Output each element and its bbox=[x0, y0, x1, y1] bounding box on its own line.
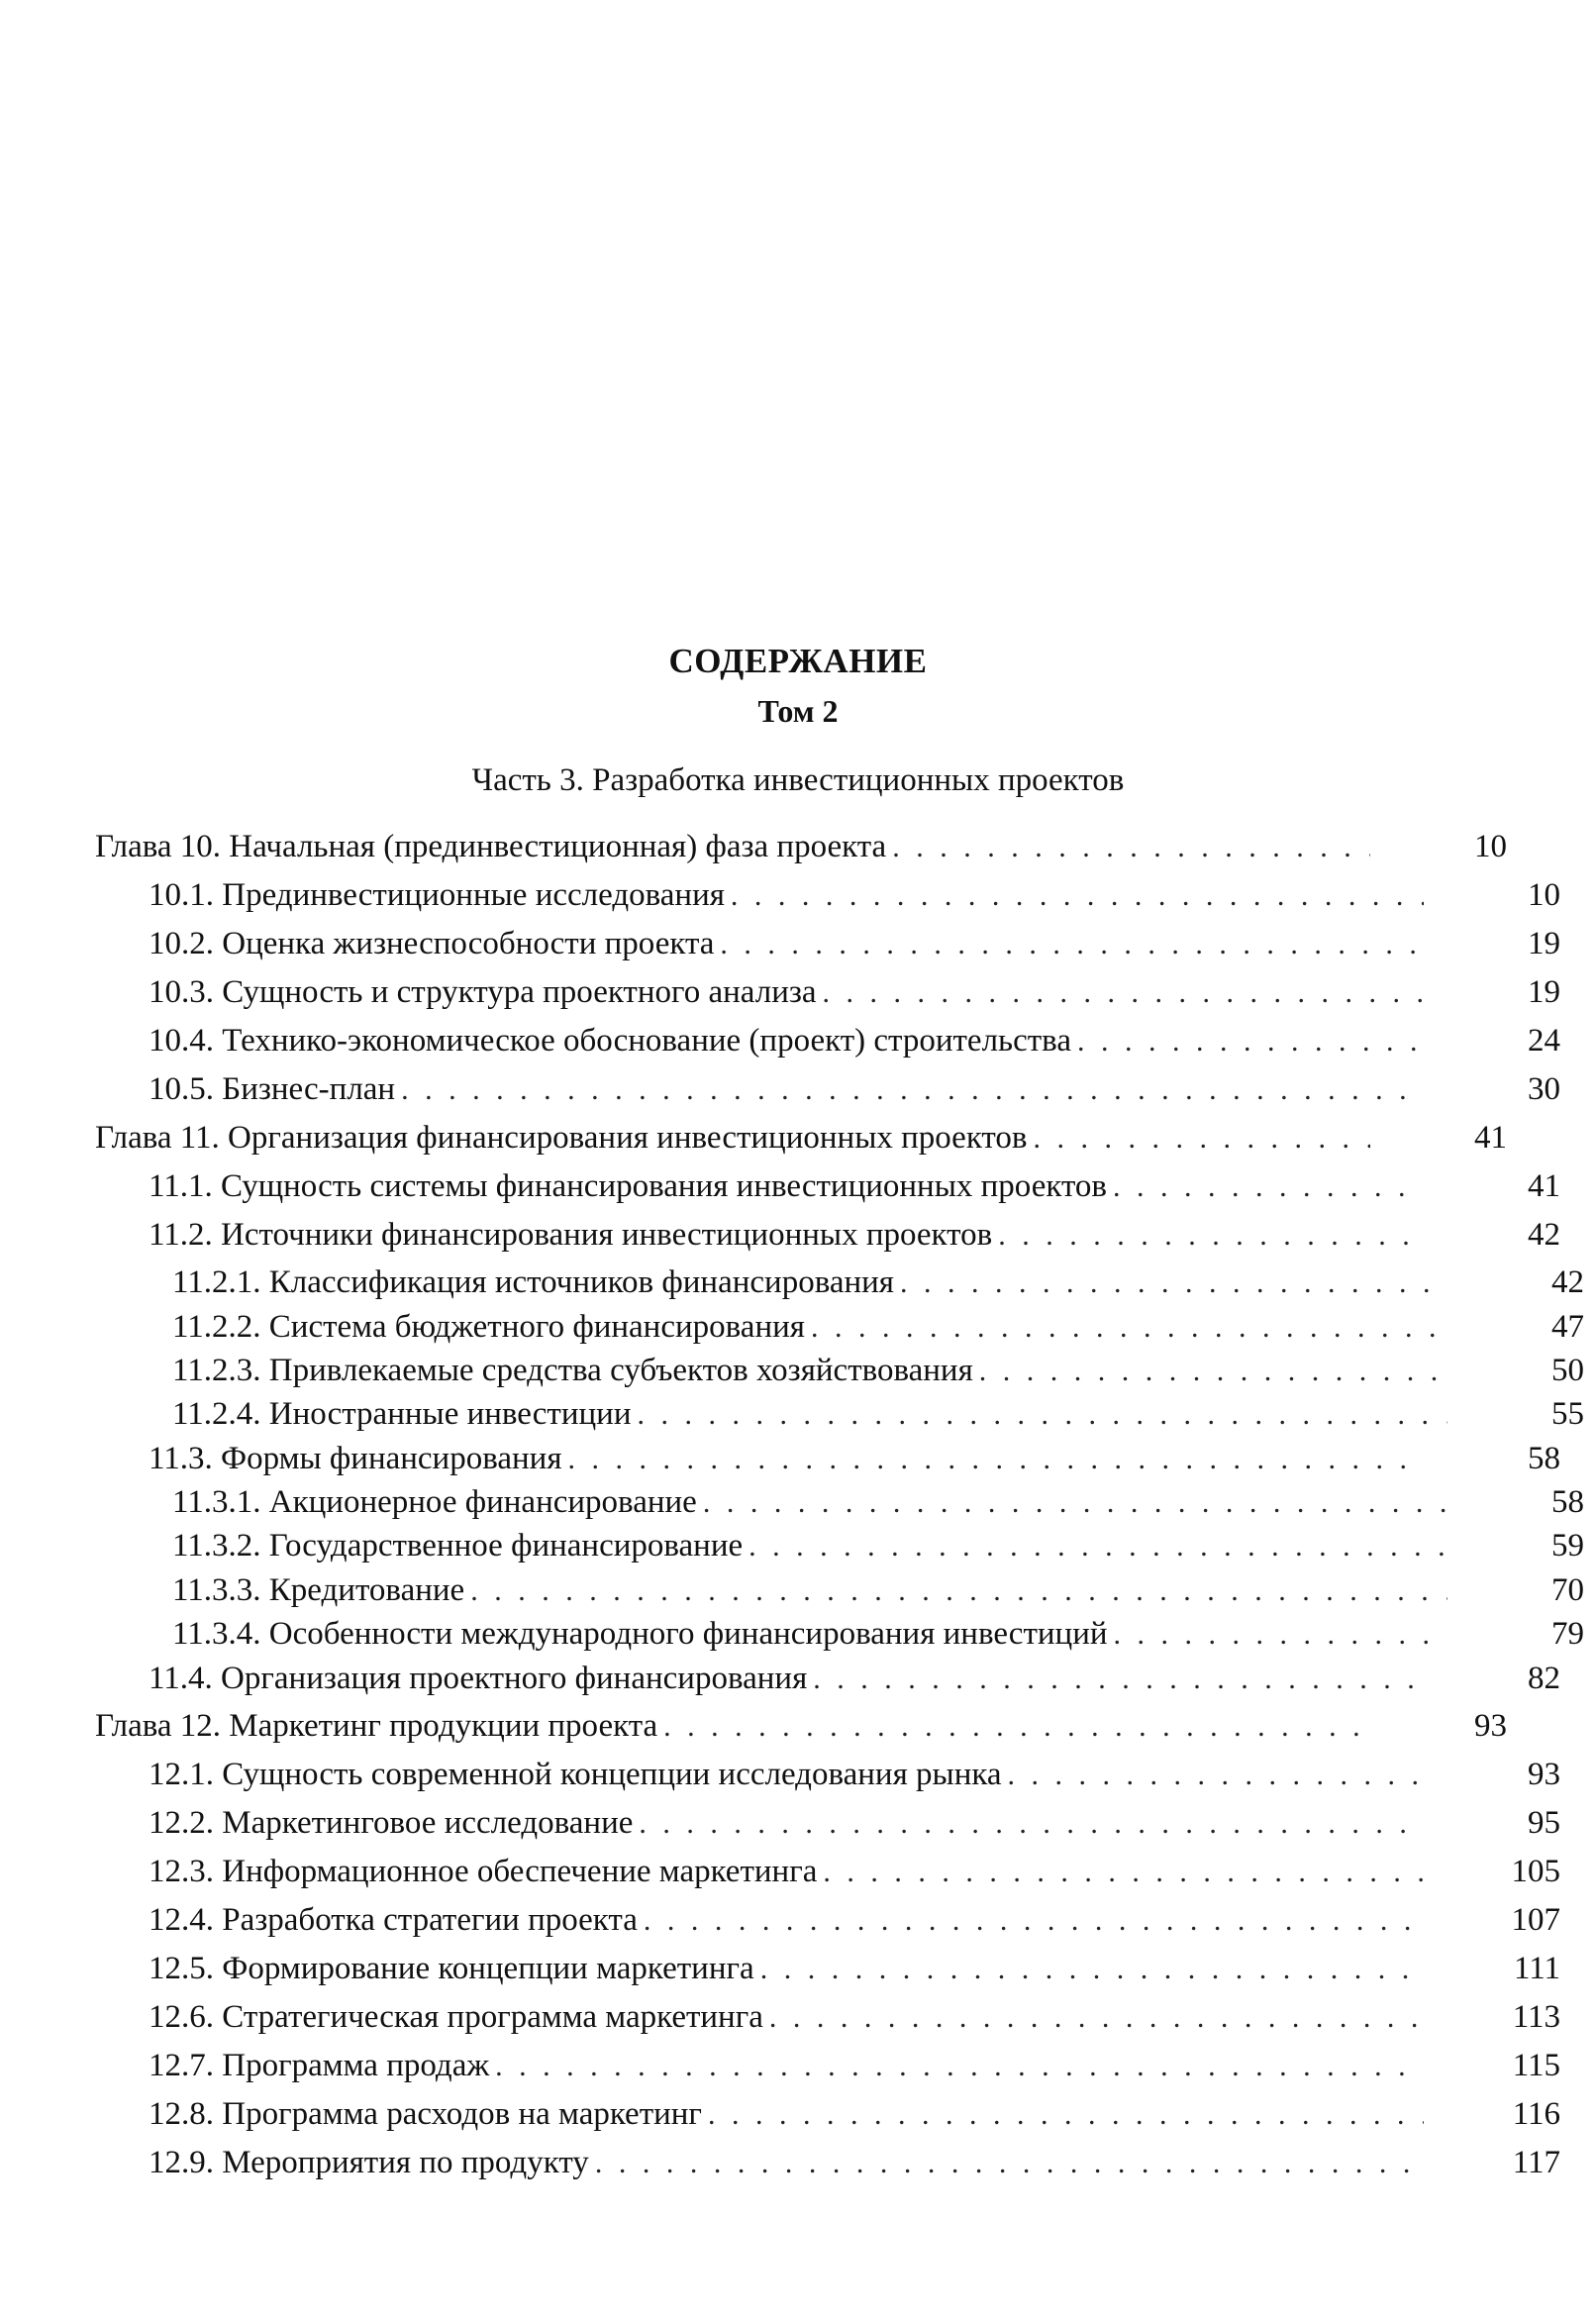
toc-entry[interactable] bbox=[95, 1616, 1584, 1660]
dot-leader bbox=[823, 976, 1424, 1010]
dot-leader bbox=[703, 1486, 1447, 1520]
toc-entry-title: 12.4. Разработка стратегии проекта bbox=[149, 1902, 638, 1938]
toc-page-number: 55 bbox=[1551, 1396, 1584, 1432]
toc-entry-title: 12.2. Маркетинговое исследование bbox=[149, 1805, 634, 1841]
toc-page-number: 24 bbox=[1528, 1023, 1560, 1059]
toc-entry[interactable] bbox=[95, 1661, 1560, 1704]
toc-entry[interactable] bbox=[95, 926, 1560, 969]
toc-page-number: 117 bbox=[1512, 2145, 1560, 2180]
page-title: СОДЕРЖАНИЕ bbox=[668, 642, 928, 680]
dot-leader bbox=[811, 1311, 1447, 1345]
toc-entry[interactable] bbox=[95, 2048, 1560, 2091]
dot-leader bbox=[731, 879, 1424, 913]
toc-entry-title: 11.3.3. Кредитование bbox=[172, 1572, 465, 1608]
toc-entry[interactable] bbox=[95, 1528, 1584, 1571]
toc-entry-title: 12.1. Сущность современной концепции исследования рынка bbox=[149, 1757, 1002, 1792]
dot-leader bbox=[495, 2050, 1424, 2083]
dot-leader bbox=[663, 1710, 1370, 1744]
toc-entry-title: 11.4. Организация проектного финансирования bbox=[149, 1661, 808, 1696]
toc-page-number: 47 bbox=[1551, 1309, 1584, 1345]
dot-leader bbox=[900, 1266, 1447, 1300]
toc-entry[interactable] bbox=[95, 1999, 1560, 2043]
toc-entry-title: 12.9. Мероприятия по продукту bbox=[149, 2145, 589, 2180]
dot-leader bbox=[708, 2098, 1424, 2132]
part-heading: Часть 3. Разработка инвестиционных проектов bbox=[471, 762, 1125, 798]
toc-entry-title: 10.5. Бизнес-план bbox=[149, 1071, 396, 1107]
toc-entry-title: 11.3.1. Акционерное финансирование bbox=[172, 1484, 697, 1520]
toc-page-number: 10 bbox=[1474, 829, 1507, 864]
toc-page-number: 116 bbox=[1512, 2096, 1560, 2132]
toc-page-number: 115 bbox=[1512, 2048, 1560, 2083]
toc-page-number: 41 bbox=[1474, 1120, 1507, 1156]
toc-entry[interactable] bbox=[95, 1757, 1560, 1800]
toc-entry-title: 11.2. Источники финансирования инвестиционных проектов bbox=[149, 1217, 993, 1253]
toc-entry-title: 10.2. Оценка жизнеспособности проекта bbox=[149, 926, 715, 961]
toc-entry-title: 12.3. Информационное обеспечение маркетинга bbox=[149, 1854, 818, 1889]
dot-leader bbox=[998, 1219, 1424, 1253]
toc-page-number: 70 bbox=[1551, 1572, 1584, 1608]
toc-page-number: 79 bbox=[1551, 1616, 1584, 1652]
toc-entry[interactable] bbox=[95, 1396, 1584, 1440]
toc-entry[interactable] bbox=[95, 1168, 1560, 1212]
dot-leader bbox=[1077, 1025, 1424, 1059]
toc-page-number: 93 bbox=[1474, 1708, 1507, 1744]
toc-entry-title: Глава 12. Маркетинг продукции проекта bbox=[95, 1708, 658, 1744]
toc-page-number: 111 bbox=[1513, 1951, 1560, 1986]
toc-entry-title: 11.2.1. Классификация источников финансирования bbox=[172, 1264, 894, 1300]
toc-entry-title: 11.2.4. Иностранные инвестиции bbox=[172, 1396, 632, 1432]
toc-entry[interactable] bbox=[95, 1484, 1584, 1528]
toc-entry-title: Глава 10. Начальная (прединвестиционная) фаза проекта bbox=[95, 829, 887, 864]
toc-entry[interactable] bbox=[95, 974, 1560, 1018]
toc-entry[interactable] bbox=[95, 1805, 1560, 1849]
toc-page-number: 113 bbox=[1512, 1999, 1560, 2035]
toc-entry[interactable] bbox=[95, 1572, 1584, 1616]
toc-entry[interactable] bbox=[95, 1023, 1560, 1066]
toc-page-number: 19 bbox=[1528, 974, 1560, 1010]
dot-leader bbox=[637, 1398, 1447, 1432]
dot-leader bbox=[568, 1443, 1424, 1476]
toc-page-number: 107 bbox=[1511, 1902, 1560, 1938]
toc-page-number: 93 bbox=[1528, 1757, 1560, 1792]
toc-entry-title: 11.2.2. Система бюджетного финансирования bbox=[172, 1309, 805, 1345]
dot-leader bbox=[1113, 1170, 1424, 1204]
dot-leader bbox=[748, 1530, 1447, 1564]
toc-page-number: 42 bbox=[1551, 1264, 1584, 1300]
dot-leader bbox=[1034, 1122, 1371, 1156]
toc-entry[interactable] bbox=[95, 1309, 1584, 1353]
toc-entry[interactable] bbox=[95, 2096, 1560, 2140]
dot-leader bbox=[639, 1807, 1424, 1841]
toc-entry[interactable] bbox=[95, 1441, 1560, 1484]
toc-entry-title: 10.4. Технико-экономическое обоснование (проект) строительства bbox=[149, 1023, 1071, 1059]
toc-entry[interactable] bbox=[95, 1353, 1584, 1396]
toc-entry[interactable] bbox=[95, 877, 1560, 921]
dot-leader bbox=[979, 1355, 1447, 1388]
toc-page-number: 10 bbox=[1528, 877, 1560, 913]
toc-entry[interactable] bbox=[95, 2145, 1560, 2188]
toc-entry-title: 10.3. Сущность и структура проектного анализа bbox=[149, 974, 817, 1010]
toc-entry-title: 11.3.2. Государственное финансирование bbox=[172, 1528, 744, 1564]
toc-entry[interactable] bbox=[95, 1708, 1507, 1752]
dot-leader bbox=[644, 1904, 1424, 1938]
dot-leader bbox=[1008, 1759, 1424, 1792]
dot-leader bbox=[470, 1574, 1447, 1608]
toc-entry-title: 11.1. Сущность системы финансирования инвестиционных проектов bbox=[149, 1168, 1108, 1204]
dot-leader bbox=[823, 1856, 1424, 1889]
toc-page-number: 105 bbox=[1511, 1854, 1560, 1889]
toc-page-number: 95 bbox=[1528, 1805, 1560, 1841]
toc-entry[interactable] bbox=[95, 1854, 1560, 1897]
dot-leader bbox=[720, 928, 1424, 961]
toc-page-number: 50 bbox=[1551, 1353, 1584, 1388]
toc-page-number: 58 bbox=[1551, 1484, 1584, 1520]
dot-leader bbox=[401, 1073, 1424, 1107]
toc-entry-title: 12.7. Программа продаж bbox=[149, 2048, 490, 2083]
dot-leader bbox=[813, 1663, 1424, 1696]
toc-entry-title: 11.3.4. Особенности международного финансирования инвестиций bbox=[172, 1616, 1108, 1652]
toc-page-number: 42 bbox=[1528, 1217, 1560, 1253]
toc-entry[interactable] bbox=[95, 1951, 1560, 1994]
toc-page-number: 30 bbox=[1528, 1071, 1560, 1107]
toc-entry[interactable] bbox=[95, 1217, 1560, 1261]
dot-leader bbox=[1114, 1618, 1447, 1652]
toc-entry-title: Глава 11. Организация финансирования инвестиционных проектов bbox=[95, 1120, 1028, 1156]
toc-entry[interactable] bbox=[95, 1120, 1507, 1163]
dot-leader bbox=[892, 831, 1370, 864]
toc-page-number: 41 bbox=[1528, 1168, 1560, 1204]
toc-entry[interactable] bbox=[95, 1902, 1560, 1946]
toc-entry[interactable] bbox=[95, 1264, 1584, 1308]
toc-entry-title: 10.1. Прединвестиционные исследования bbox=[149, 877, 725, 913]
toc-entry[interactable] bbox=[95, 829, 1507, 872]
dot-leader bbox=[769, 2001, 1424, 2035]
toc-entry-title: 12.8. Программа расходов на маркетинг bbox=[149, 2096, 702, 2132]
toc-entry-title: 11.3. Формы финансирования bbox=[149, 1441, 562, 1476]
toc-entry[interactable] bbox=[95, 1071, 1560, 1115]
toc-page-number: 59 bbox=[1551, 1528, 1584, 1564]
toc-entry-title: 11.2.3. Привлекаемые средства субъектов хозяйствования bbox=[172, 1353, 973, 1388]
toc-page-number: 19 bbox=[1528, 926, 1560, 961]
toc-entry-title: 12.5. Формирование концепции маркетинга bbox=[149, 1951, 754, 1986]
toc-page-number: 82 bbox=[1528, 1661, 1560, 1696]
dot-leader bbox=[595, 2147, 1424, 2180]
volume-label: Том 2 bbox=[757, 693, 839, 729]
dot-leader bbox=[760, 1953, 1424, 1986]
toc-page-number: 58 bbox=[1528, 1441, 1560, 1476]
toc-entry-title: 12.6. Стратегическая программа маркетинга bbox=[149, 1999, 763, 2035]
